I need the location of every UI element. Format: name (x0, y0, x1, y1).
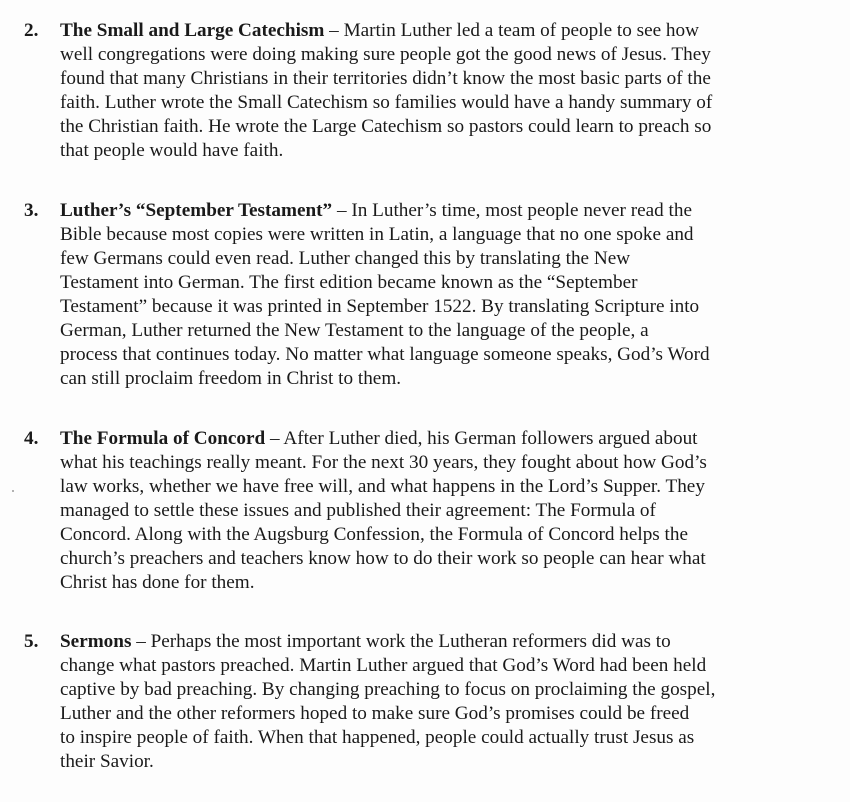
item-number: 5. (24, 631, 39, 652)
item-body (60, 19, 824, 163)
list-item-sermons (24, 630, 824, 774)
item-body (60, 630, 824, 774)
item-text: – Perhaps the most important work the Lutheran reformers did was to (131, 631, 671, 652)
item-line: German, Luther returned the New Testament to the language of the people, a (60, 320, 649, 341)
item-line: well congregations were doing making sure people got the good news of Jesus. They (60, 44, 711, 65)
item-body (60, 199, 824, 391)
list-item-small-and-large-catechism (24, 19, 824, 163)
item-body (60, 427, 824, 595)
item-line: Christ has done for them. (60, 572, 255, 593)
scan-speck (12, 490, 14, 492)
item-line: can still proclaim freedom in Christ to them. (60, 368, 402, 389)
item-line: captive by bad preaching. By changing preaching to focus on proclaiming the gospel, (60, 679, 716, 700)
item-line: their Savior. (60, 751, 154, 772)
item-line: managed to settle these issues and published their agreement: The Formula of (60, 500, 656, 521)
item-line: few Germans could even read. Luther changed this by translating the New (60, 248, 631, 269)
item-text: – Martin Luther led a team of people to see how (324, 20, 699, 41)
item-line: law works, whether we have free will, and what happens in the Lord’s Supper. They (60, 476, 705, 497)
item-term: The Small and Large Catechism (60, 20, 325, 41)
item-line: Bible because most copies were written in Latin, a language that no one spoke and (60, 224, 694, 245)
item-line: found that many Christians in their territories didn’t know the most basic parts of the (60, 68, 711, 89)
list-item-formula-of-concord (24, 427, 824, 595)
item-line: church’s preachers and teachers know how to do their work so people can hear what (60, 548, 706, 569)
item-term: Sermons (60, 631, 132, 652)
item-text: – In Luther’s time, most people never read the (332, 200, 692, 221)
item-line (60, 19, 824, 43)
item-line: faith. Luther wrote the Small Catechism so families would have a handy summary of (60, 92, 713, 113)
item-term: The Formula of Concord (60, 428, 266, 449)
item-text: – After Luther died, his German followers argued about (265, 428, 698, 449)
item-term: Luther’s “September Testament” (60, 200, 333, 221)
list-item-september-testament (24, 199, 824, 391)
item-line: Concord. Along with the Augsburg Confession, the Formula of Concord helps the (60, 524, 688, 545)
item-line: process that continues today. No matter what language someone speaks, God’s Word (60, 344, 710, 365)
item-line: to inspire people of faith. When that happened, people could actually trust Jesus as (60, 727, 695, 748)
item-line (60, 427, 824, 451)
item-line: the Christian faith. He wrote the Large Catechism so pastors could learn to preach so (60, 116, 712, 137)
item-line (60, 199, 824, 223)
item-number: 2. (24, 20, 39, 41)
item-line: change what pastors preached. Martin Luther argued that God’s Word had been held (60, 655, 707, 676)
item-line: Testament into German. The first edition became known as the “September (60, 272, 638, 293)
item-number: 4. (24, 428, 39, 449)
item-number: 3. (24, 200, 39, 221)
item-line: what his teachings really meant. For the next 30 years, they fought about how God’s (60, 452, 707, 473)
item-line (60, 630, 824, 654)
item-line: Luther and the other reformers hoped to make sure God’s promises could be freed (60, 703, 690, 724)
item-line: Testament” because it was printed in September 1522. By translating Scripture into (60, 296, 700, 317)
item-line: that people would have faith. (60, 140, 284, 161)
